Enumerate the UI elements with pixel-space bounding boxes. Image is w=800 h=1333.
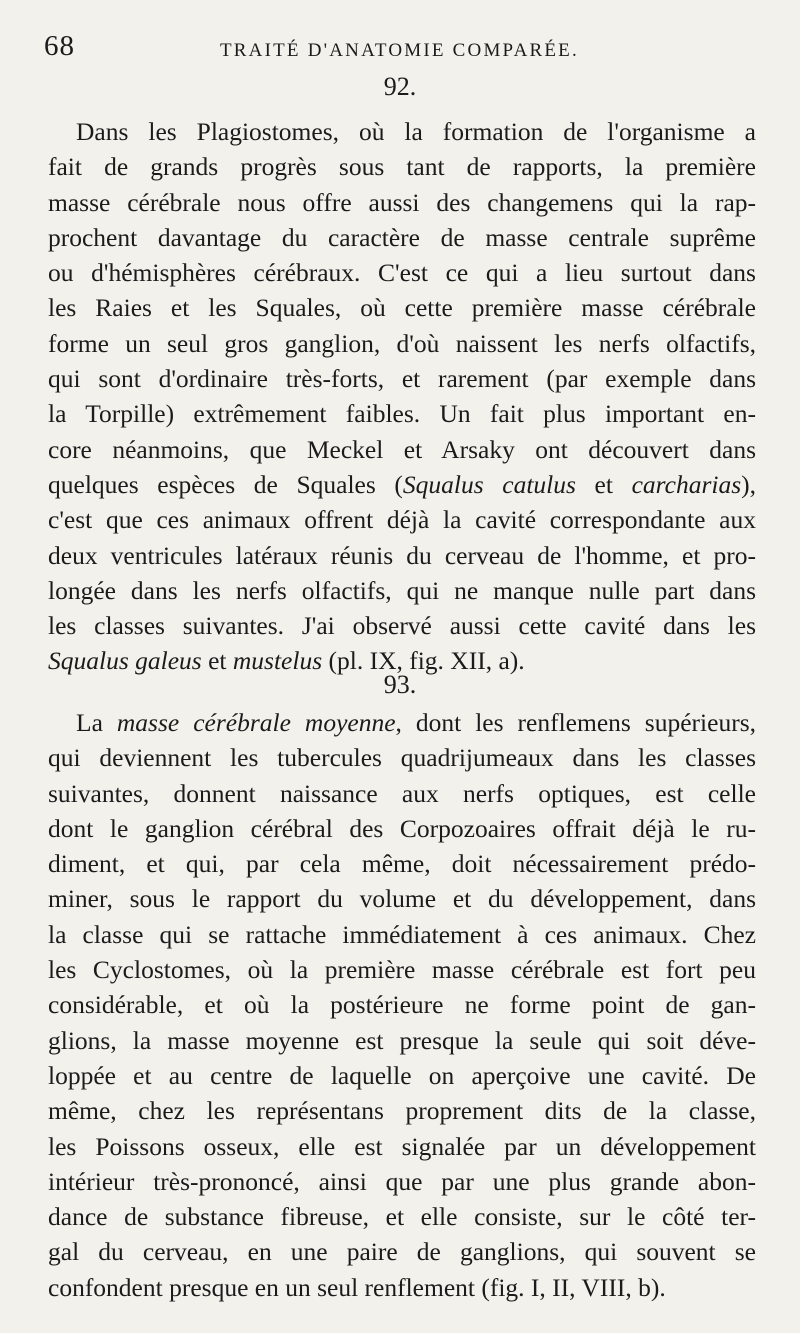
text-segment: ou d'hémisphères cérébraux. C'est ce qui a lieu surtout dans — [48, 258, 756, 288]
text-line — [48, 1023, 756, 1058]
text-segment: même, chez les représentans proprement dits de la classe, — [48, 1096, 756, 1126]
text-segment: , dont les renflemens supérieurs, — [395, 708, 756, 737]
paragraph — [48, 114, 756, 679]
text-segment: les Poissons osseux, elle est signalée par un développement — [48, 1131, 756, 1161]
text-line — [48, 467, 756, 502]
text-segment: dont le ganglion cérébral des Corpozoaires offrait déjà le ru- — [48, 813, 756, 843]
text-line — [48, 740, 756, 775]
italic-text: mustelus — [232, 646, 323, 676]
italic-text: masse cérébrale moyenne — [116, 708, 396, 737]
text-segment: et — [201, 646, 233, 676]
text-segment: suivantes, donnent naissance aux nerfs optiques, est celle — [48, 778, 756, 808]
italic-text: Squalus catulus — [402, 469, 576, 499]
text-line — [48, 290, 756, 325]
text-segment: loppée et au centre de laquelle on aperçoive une cavité. De — [48, 1060, 756, 1090]
text-line — [48, 220, 756, 255]
text-segment: et — [575, 469, 632, 499]
text-segment: les Raies et les Squales, où cette première masse cérébrale — [48, 293, 756, 323]
italic-text: carcharias — [631, 469, 742, 499]
text-segment: gal du cerveau, en une paire de ganglions, qui souvent se — [48, 1237, 756, 1267]
text-segment: considérable, et où la postérieure ne forme point de gan- — [48, 990, 756, 1020]
text-line — [48, 1164, 756, 1199]
text-line — [48, 432, 756, 467]
text-line — [48, 608, 756, 643]
italic-text: Squalus galeus — [48, 646, 202, 676]
text-line — [48, 1270, 756, 1305]
text-line — [48, 573, 756, 608]
text-segment: la Torpille) extrêmement faibles. Un fait plus important en- — [48, 399, 756, 429]
text-segment: diment, et qui, par cela même, doit nécessairement prédo- — [48, 849, 756, 879]
running-title: TRAITÉ D'ANATOMIE COMPARÉE. — [220, 40, 579, 61]
text-line — [48, 1093, 756, 1128]
text-segment: glions, la masse moyenne est presque la seule qui soit déve- — [48, 1025, 756, 1055]
page-number: 68 — [44, 30, 75, 62]
text-segment: ), — [741, 469, 757, 499]
text-line — [48, 1058, 756, 1093]
text-line — [48, 1199, 756, 1234]
text-line — [48, 502, 756, 537]
text-segment: deux ventricules latéraux réunis du cerveau de l'homme, et pro- — [48, 540, 756, 570]
text-line — [48, 987, 756, 1022]
text-line — [48, 705, 756, 740]
text-segment: miner, sous le rapport du volume et du développement, dans — [48, 884, 756, 914]
text-segment: qui sont d'ordinaire très-forts, et rarement (par exemple dans — [48, 364, 756, 394]
text-segment: Dans les Plagiostomes, où la formation de l'organisme a — [76, 117, 756, 146]
text-segment: la classe qui se rattache immédiatement à ces animaux. Chez — [48, 919, 756, 949]
text-line — [48, 255, 756, 290]
text-segment: qui deviennent les tubercules quadrijumeaux dans les classes — [48, 743, 756, 773]
text-segment: core néanmoins, que Meckel et Arsaky ont découvert dans — [48, 434, 756, 464]
text-segment: c'est que ces animaux offrent déjà la cavité correspondante aux — [48, 505, 756, 535]
text-line — [48, 361, 756, 396]
text-line — [48, 149, 756, 184]
paragraph — [48, 705, 756, 1305]
text-segment: (pl. IX, fig. XII, a). — [322, 646, 525, 676]
text-segment: fait de grands progrès sous tant de rapports, la première — [48, 152, 756, 182]
text-segment: quelques espèces de Squales ( — [48, 469, 403, 499]
text-line — [48, 811, 756, 846]
text-segment: longée dans les nerfs olfactifs, qui ne manque nulle part dans — [48, 575, 756, 605]
text-segment: La — [76, 708, 117, 737]
text-line — [48, 776, 756, 811]
text-line — [48, 917, 756, 952]
section-number: 93. — [383, 670, 417, 699]
text-line — [48, 396, 756, 431]
text-segment: les classes suivantes. J'ai observé aussi cette cavité dans les — [48, 611, 756, 641]
text-segment: les Cyclostomes, où la première masse cérébrale est fort peu — [48, 955, 756, 985]
text-segment: prochent davantage du caractère de masse centrale suprême — [48, 222, 756, 252]
text-line — [48, 1129, 756, 1164]
text-line — [48, 326, 756, 361]
text-line — [48, 881, 756, 916]
text-segment: forme un seul gros ganglion, d'où naissent les nerfs olfactifs, — [48, 328, 756, 358]
text-line — [48, 1234, 756, 1269]
text-line — [48, 846, 756, 881]
text-segment: masse cérébrale nous offre aussi des changemens qui la rap- — [48, 187, 756, 217]
text-line — [48, 114, 756, 149]
page-header — [44, 30, 760, 70]
text-line — [48, 538, 756, 573]
text-segment: confondent presque en un seul renflement (fig. I, II, VIII, b). — [48, 1272, 666, 1302]
text-segment: intérieur très-prononcé, ainsi que par une plus grande abon- — [48, 1166, 756, 1196]
text-line — [48, 952, 756, 987]
section-number: 92. — [383, 72, 417, 101]
text-segment: dance de substance fibreuse, et elle consiste, sur le côté ter- — [48, 1202, 756, 1232]
text-line — [48, 185, 756, 220]
